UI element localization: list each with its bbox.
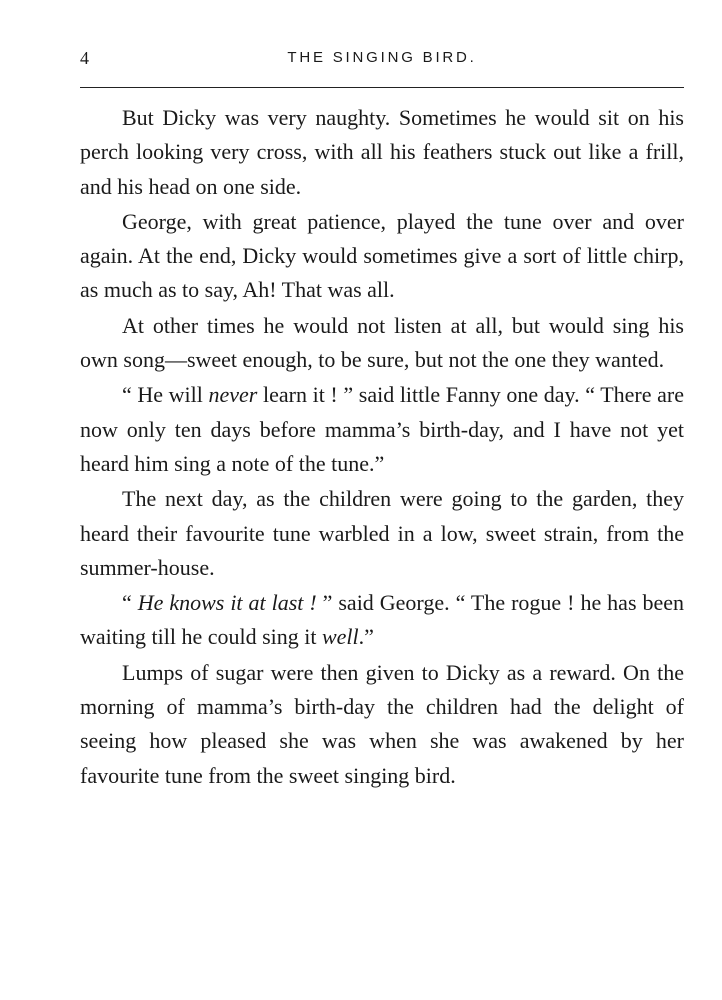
paragraph	[80, 586, 684, 655]
paragraph	[80, 309, 684, 378]
text-run: But Dicky was very naughty. Sometimes he would sit on his perch looking very cross, with all his feathers stuck out like a frill, and his head on one side.	[80, 105, 684, 199]
text-run: learn it ! ” said little Fanny one day. “ There are now only ten days before mamma’s birth-day, and I have not yet heard him sing a note of the tune.”	[80, 382, 684, 476]
text-run: The next day, as the children were going to the garden, they heard their favourite tune warbled in a low, sweet strain, from the summer-house.	[80, 486, 684, 580]
text-run: George, with great patience, played the tune over and over again. At the end, Dicky would sometimes give a sort of little chirp, as much as to say, Ah! That was all.	[80, 208, 684, 303]
paragraph	[80, 378, 684, 481]
italic-text: never	[208, 382, 258, 408]
text-run: Lumps of sugar were then given to Dicky as a reward. On the morning of mamma’s birth-day the children had the delight of seeing how pleased she was when she was awakened by her favourite tune from the sweet singing bird.	[80, 659, 684, 788]
paragraph	[80, 482, 684, 585]
header-rule	[80, 87, 684, 88]
text-run: “	[122, 590, 138, 616]
page-number: 4	[80, 48, 90, 68]
text-run: “ He will	[122, 382, 209, 408]
paragraph	[80, 205, 684, 308]
running-head	[80, 48, 684, 72]
text-run: ” said George. “ The rogue ! he has been waiting till he could sing it	[80, 590, 684, 650]
running-title: THE SINGING BIRD.	[287, 49, 477, 66]
body-text	[80, 101, 684, 793]
italic-text: He knows it at last !	[137, 590, 323, 616]
paragraph	[80, 101, 684, 204]
paragraph	[80, 656, 684, 793]
text-run: .”	[358, 624, 374, 650]
italic-text: well	[321, 624, 359, 650]
text-run: At other times he would not listen at all, but would sing his own song—sweet enough, to be sure, but not the one they wanted.	[80, 312, 684, 373]
